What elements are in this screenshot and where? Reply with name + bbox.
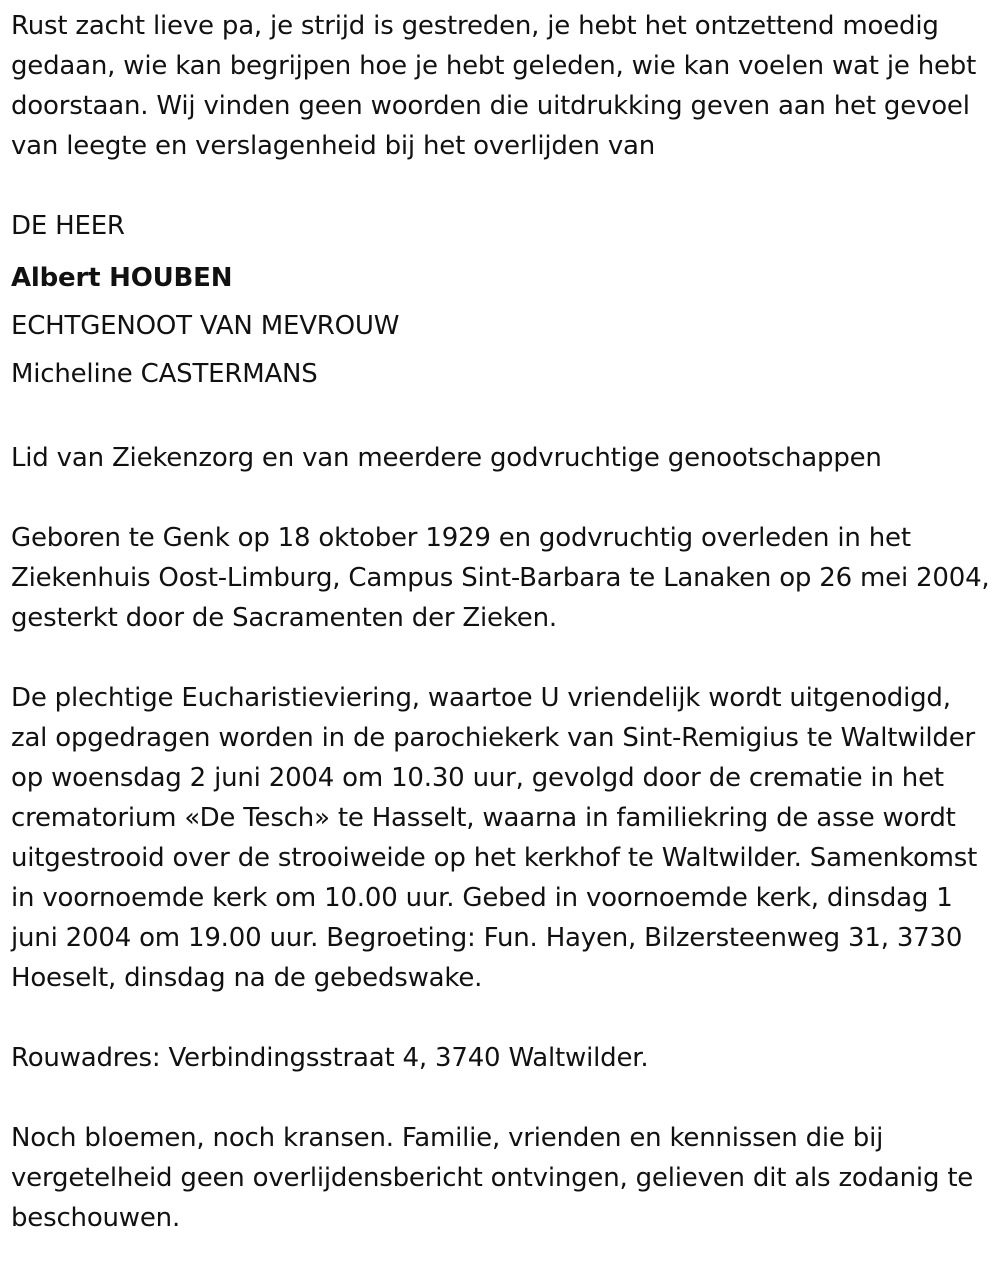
- ceremony-paragraph: De plechtige Eucharistieviering, waartoe U vriendelijk wordt uitgenodigd, zal opgedragen worden in de parochiekerk van Sint-Remigius te Waltwilder op woensdag 2 juni 2004 om 10.30 uur, gevolgd door de crematie in het crematorium «De Tesch» te Hasselt, waarna in familiekring de asse wordt uitgestrooid over de strooiweide op het kerkhof te Waltwilder. Samenkomst in voornoemde kerk om 10.00 uur. Gebed in voornoemde kerk, dinsdag 1 juni 2004 om 19.00 uur. Begroeting: Fun. Hayen, Bilzersteenweg 31, 3730 Hoeselt, dinsdag na de gebedswake.: [11, 683, 978, 993]
- intro-paragraph: Rust zacht lieve pa, je strijd is gestreden, je hebt het ontzettend moedig gedaan, wie kan begrijpen hoe je hebt geleden, wie kan voelen wat je hebt doorstaan. Wij vinden geen woorden die uitdrukking geven aan het gevoel van leegte en verslagenheid bij het overlijden van: [11, 11, 977, 161]
- spouse-label: ECHTGENOOT VAN MEVROUW: [11, 311, 400, 341]
- birth-death-paragraph: Geboren te Genk op 18 oktober 1929 en godvruchtig overleden in het Ziekenhuis Oost-Limburg, Campus Sint-Barbara te Lanaken op 26 mei 2004, gesterkt door de Sacramenten der Zieken.: [11, 523, 990, 633]
- spouse-name: Micheline CASTERMANS: [11, 359, 318, 389]
- membership-paragraph: Lid van Ziekenzorg en van meerdere godvruchtige genootschappen: [11, 443, 882, 473]
- obituary-document: [11, 6, 991, 1238]
- spacer: [11, 1078, 991, 1118]
- deceased-name: Albert HOUBEN: [11, 263, 233, 293]
- spacer: [11, 398, 991, 438]
- address-paragraph: Rouwadres: Verbindingsstraat 4, 3740 Waltwilder.: [11, 1043, 649, 1073]
- spacer: [11, 998, 991, 1038]
- deceased-block: [11, 206, 991, 398]
- honorific: DE HEER: [11, 211, 125, 241]
- spacer: [11, 638, 991, 678]
- spacer: [11, 166, 991, 206]
- spacer: [11, 478, 991, 518]
- closing-paragraph: Noch bloemen, noch kransen. Familie, vrienden en kennissen die bij vergetelheid geen overlijdensbericht ontvingen, gelieven dit als zodanig te beschouwen.: [11, 1123, 974, 1233]
